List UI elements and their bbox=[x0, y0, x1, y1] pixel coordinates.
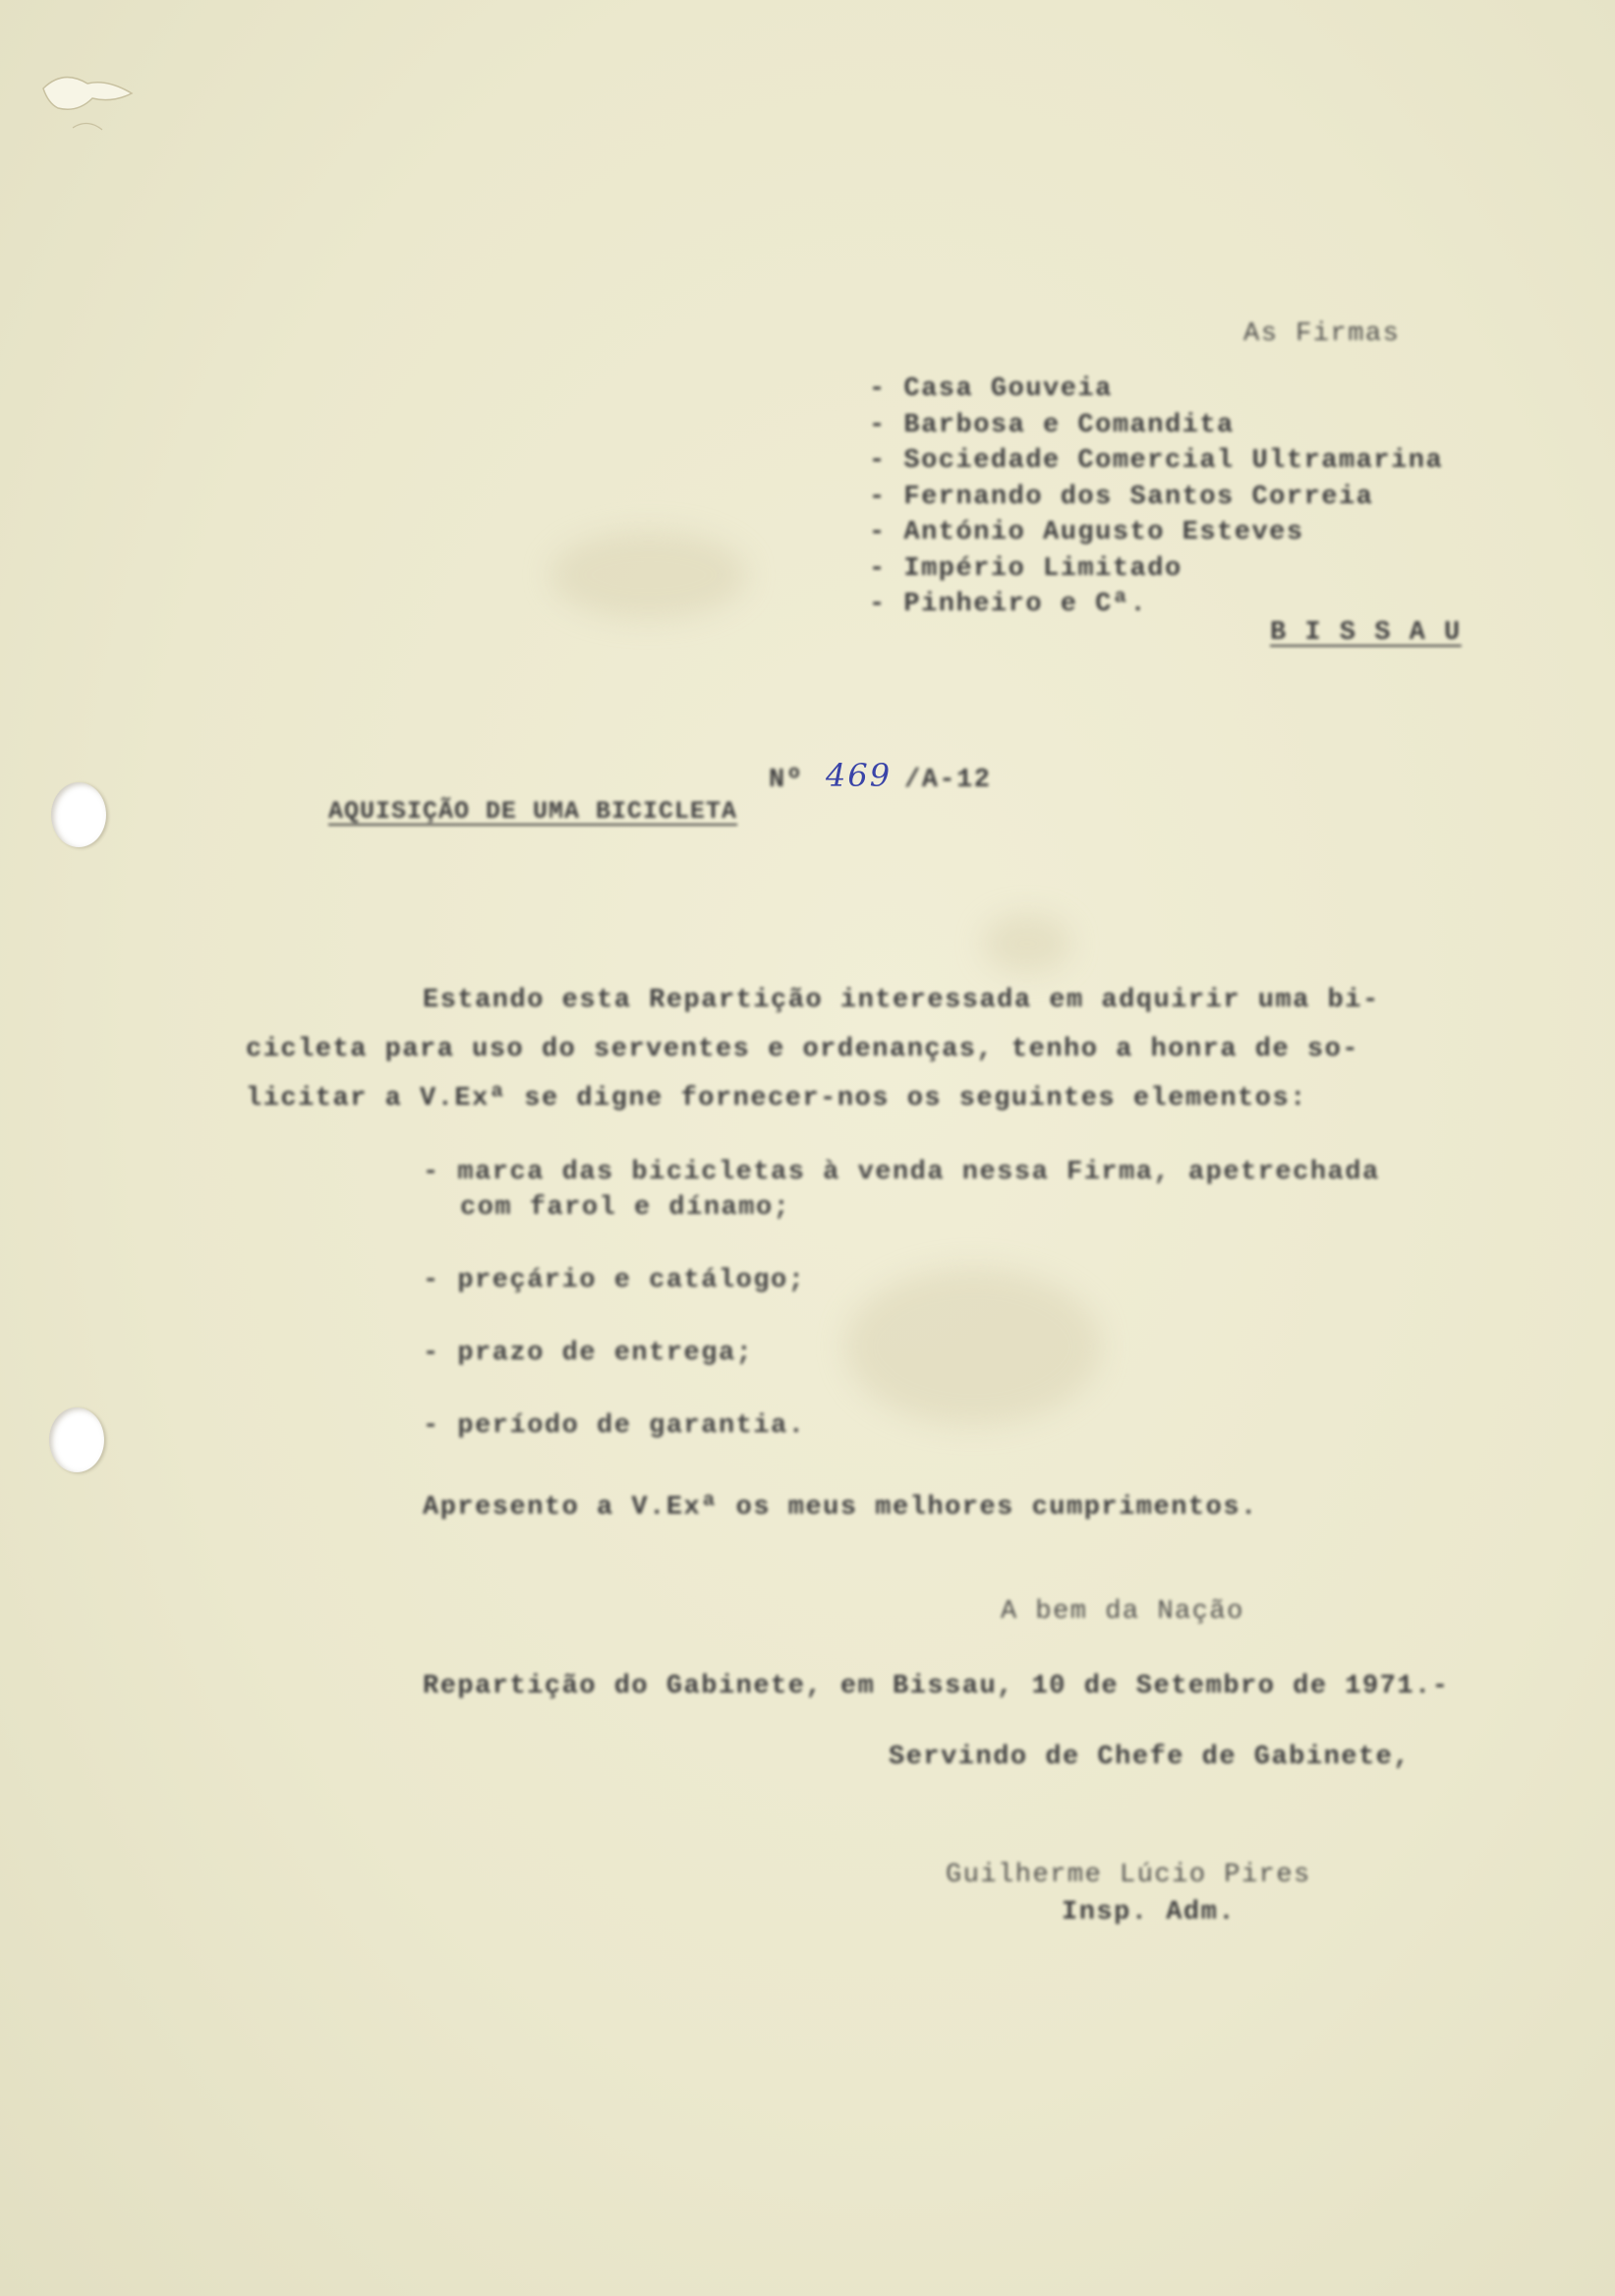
paper-stain bbox=[550, 531, 747, 619]
addressee-list bbox=[869, 372, 1443, 623]
paper-stain bbox=[983, 914, 1071, 973]
requested-item bbox=[423, 1336, 1380, 1371]
addressee-item: - Casa Gouveia bbox=[869, 374, 1113, 404]
addressee-item: - Império Limitado bbox=[869, 553, 1182, 584]
requested-item-continuation: com farol e dínamo; bbox=[460, 1193, 791, 1223]
requested-item-text: - período de garantia. bbox=[423, 1411, 806, 1441]
punch-hole-top bbox=[51, 782, 106, 847]
body-line: licitar a V.Exª se digne fornecer-nos os seguintes elementos: bbox=[246, 1084, 1307, 1114]
requested-item-text: - marca das bicicletas à venda nessa Firma, apetrechada bbox=[423, 1158, 1380, 1187]
requested-item bbox=[423, 1408, 1380, 1444]
addressee-item: - Sociedade Comercial Ultramarina bbox=[869, 446, 1444, 476]
requested-items-list bbox=[423, 1155, 1380, 1481]
city-line: B I S S A U bbox=[1270, 618, 1462, 648]
requested-item-text: - prazo de entrega; bbox=[423, 1339, 754, 1368]
punch-hole-bottom bbox=[49, 1407, 104, 1472]
signatory-title: Insp. Adm. bbox=[1062, 1898, 1237, 1927]
signatory-name: Guilherme Lúcio Pires bbox=[946, 1861, 1311, 1890]
reference-prefix: Nº bbox=[769, 766, 804, 795]
closing-line: Apresento a V.Exª os meus melhores cumprimentos. bbox=[423, 1493, 1258, 1522]
addressee-heading: As Firmas bbox=[1243, 319, 1401, 349]
salutation: A bem da Nação bbox=[1001, 1597, 1244, 1627]
subject-line: AQUISIÇÃO DE UMA BICICLETA bbox=[328, 797, 738, 826]
dateline: Repartição do Gabinete, em Bissau, 10 de Setembro de 1971.- bbox=[423, 1672, 1450, 1701]
torn-corner-mark bbox=[33, 59, 151, 138]
signature-role: Servindo de Chefe de Gabinete, bbox=[889, 1743, 1412, 1772]
requested-item bbox=[423, 1263, 1380, 1298]
reference-handwritten-number: 469 bbox=[826, 757, 893, 794]
addressee-item: - Barbosa e Comandita bbox=[869, 410, 1235, 440]
addressee-item: - Pinheiro e Cª. bbox=[869, 590, 1148, 619]
addressee-item: - António Augusto Esteves bbox=[869, 518, 1304, 547]
reference-suffix: /A-12 bbox=[904, 766, 992, 795]
addressee-item: - Fernando dos Santos Correia bbox=[869, 482, 1374, 512]
body-line: Estando esta Repartição interessada em adquirir uma bi- bbox=[423, 986, 1380, 1015]
requested-item-text: - preçário e catálogo; bbox=[423, 1266, 806, 1295]
body-line: cicleta para uso do serventes e ordenanças, tenho a honra de so- bbox=[246, 1035, 1359, 1064]
requested-item bbox=[423, 1155, 1380, 1226]
